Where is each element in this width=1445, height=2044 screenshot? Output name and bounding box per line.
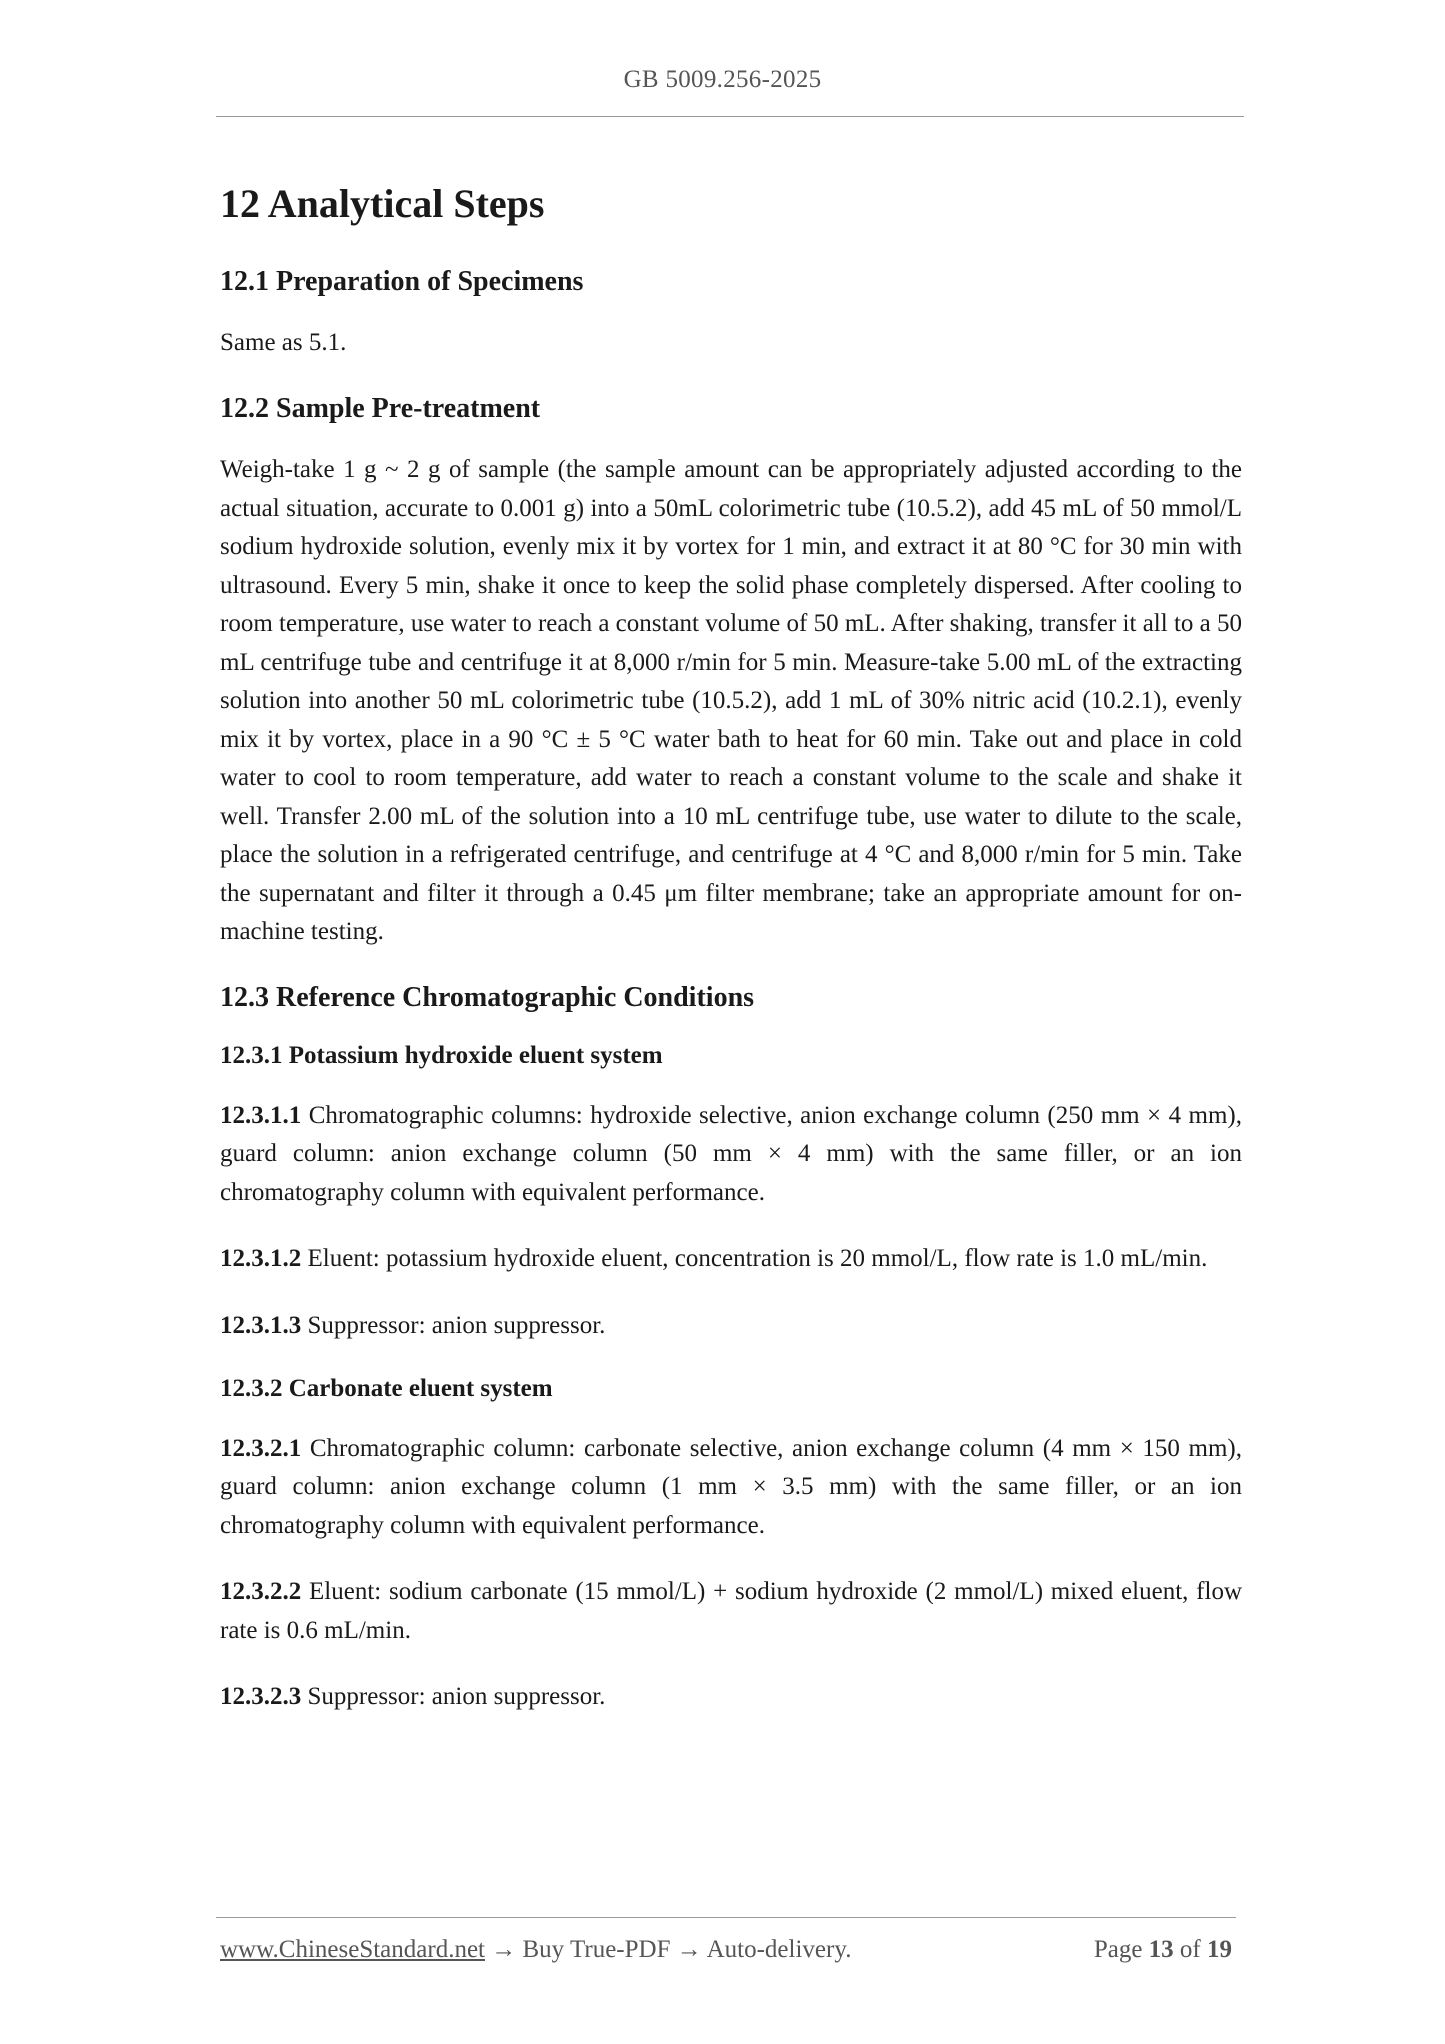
of-word: of xyxy=(1173,1936,1207,1963)
clause-12-3-2-3 xyxy=(220,1678,1242,1717)
footer-tagline: → Buy True-PDF → Auto-delivery. xyxy=(485,1936,852,1963)
header-divider xyxy=(216,116,1244,117)
page-indicator xyxy=(1094,1936,1232,1964)
clause-12-3-1-3 xyxy=(220,1307,1242,1346)
footer-promo xyxy=(220,1936,851,1964)
clause-number: 12.3.1.2 xyxy=(220,1245,302,1273)
clause-number: 12.3.2.2 xyxy=(220,1578,302,1606)
clause-text: Suppressor: anion suppressor. xyxy=(301,1311,606,1339)
footer-divider xyxy=(216,1917,1236,1918)
paragraph-12-1: Same as 5.1. xyxy=(220,329,347,357)
current-page-number: 13 xyxy=(1148,1936,1174,1963)
clause-12-3-2-1 xyxy=(220,1430,1242,1546)
total-page-number: 19 xyxy=(1207,1936,1232,1963)
heading-12-2: 12.2 Sample Pre-treatment xyxy=(220,392,541,424)
clause-12-3-1-1 xyxy=(220,1097,1242,1213)
clause-text: Suppressor: anion suppressor. xyxy=(301,1683,606,1711)
clause-text: Eluent: potassium hydroxide eluent, concentration is 20 mmol/L, flow rate is 1.0 mL/min. xyxy=(301,1245,1208,1273)
paragraph-12-2: Weigh-take 1 g ~ 2 g of sample (the sample amount can be appropriately adjusted according to the actual situation, accurate to 0.001 g) into a 50mL colorimetric tube (10.5.2), add 45 mL of 50 mmol/L sodium hydroxide solution, evenly mix it by vortex for 1 min, and extract it at 80 °C for 30 min with ultrasound. Every 5 min, shake it once to keep the solid phase completely dispersed. After cooling to room temperature, use water to reach a constant volume of 50 mL. After shaking, transfer it all to a 50 mL centrifuge tube and centrifuge it at 8,000 r/min for 5 min. Measure-take 5.00 mL of the extracting solution into another 50 mL colorimetric tube (10.5.2), add 1 mL of 30% nitric acid (10.2.1), evenly mix it by vortex, place in a 90 °C ± 5 °C water bath to heat for 60 min. Take out and place in cold water to cool to room temperature, add water to reach a constant volume to the scale and shake it well. Transfer 2.00 mL of the solution into a 10 mL centrifuge tube, use water to dilute to the scale, place the solution in a refrigerated centrifuge, and centrifuge at 4 °C and 8,000 r/min for 5 min. Take the supernatant and filter it through a 0.45 μm filter membrane; take an appropriate amount for on-machine testing. xyxy=(220,456,1242,946)
heading-12-3-1: 12.3.1 Potassium hydroxide eluent system xyxy=(220,1042,663,1070)
clause-number: 12.3.2.1 xyxy=(220,1434,302,1462)
heading-12-1: 12.1 Preparation of Specimens xyxy=(220,266,584,297)
clause-text: Chromatographic columns: hydroxide selective, anion exchange column (250 mm × 4 mm), guard column: anion exchange column (50 mm × 4 mm) with the same filler, or an ion chromatography column with equivalent performance. xyxy=(220,1101,1242,1206)
clause-number: 12.3.2.3 xyxy=(220,1683,302,1711)
website-link[interactable]: www.ChineseStandard.net xyxy=(220,1936,485,1963)
clause-number: 12.3.1.3 xyxy=(220,1311,302,1339)
page-word: Page xyxy=(1093,1936,1149,1963)
clause-text: Eluent: sodium carbonate (15 mmol/L) + sodium hydroxide (2 mmol/L) mixed eluent, flow rate is 0.6 mL/min. xyxy=(220,1578,1242,1644)
page-content xyxy=(220,172,1242,1745)
section-title: 12 Analytical Steps xyxy=(220,181,545,226)
clause-text: Chromatographic column: carbonate selective, anion exchange column (4 mm × 150 mm), guard column: anion exchange column (1 mm × 3.5 mm) with the same filler, or an ion chromatography column with equivalent performance. xyxy=(220,1434,1242,1539)
heading-12-3-2: 12.3.2 Carbonate eluent system xyxy=(220,1375,553,1403)
document-code: GB 5009.256-2025 xyxy=(623,66,822,93)
heading-12-3: 12.3 Reference Chromatographic Conditions xyxy=(220,981,755,1013)
clause-number: 12.3.1.1 xyxy=(220,1101,302,1129)
clause-12-3-2-2 xyxy=(220,1573,1242,1650)
clause-12-3-1-2 xyxy=(220,1240,1242,1279)
